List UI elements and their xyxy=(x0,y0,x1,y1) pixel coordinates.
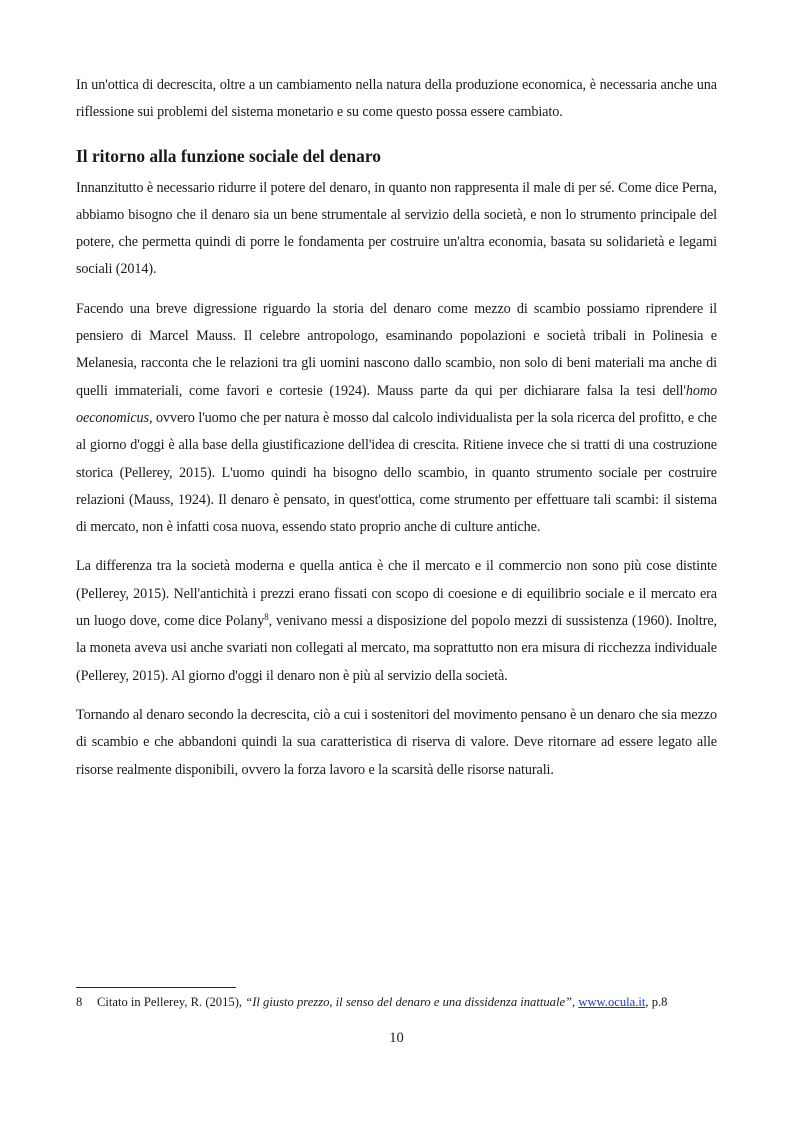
intro-paragraph: In un'ottica di decrescita, oltre a un cambiamento nella natura della produzione economica, è necessaria anche una riflessione sui problemi del sistema monetario e su come questo possa essere cambiato. xyxy=(76,77,717,121)
footnote-number: 8 xyxy=(76,995,83,1009)
footnote xyxy=(76,994,667,1010)
footnote-separator-text: , xyxy=(572,995,579,1009)
footnote-reference[interactable]: 8 xyxy=(264,612,269,623)
footnote-title: “Il giusto prezzo, il senso del denaro e una dissidenza inattuale” xyxy=(245,995,573,1009)
paragraph-degrowth-money: Tornando al denaro secondo la decrescita, ciò a cui i sostenitori del movimento pensano è un denaro che sia mezzo di scambio e che abbandoni quindi la sua caratteristica di riserva di valore. Deve ritornare ad essere legato alle risorse realmente disponibili, ovvero la forza lavoro e la scarsità delle risorse naturali. xyxy=(76,706,717,778)
paragraph-perna: Innanzitutto è necessario ridurre il potere del denaro, in quanto non rappresenta il male di per sé. Come dice Perna, abbiamo bisogno che il denaro sia un bene strumentale al servizio della società, e non lo strumento principale del potere, che permetta quindi di porre le fondamenta per costruire un'altra economia, basata su solidarietà e legami sociali (2014). xyxy=(76,179,717,278)
footnote-page: , p.8 xyxy=(645,995,668,1009)
paragraph-market xyxy=(76,553,717,689)
section-heading: Il ritorno alla funzione sociale del denaro xyxy=(76,145,381,166)
footnote-link[interactable]: www.ocula.it xyxy=(578,995,646,1009)
homo-oeconomicus-term: homo oeconomicus, xyxy=(76,382,717,426)
paragraph-market-text-2: , venivano messi a disposizione del popolo mezzi di sussistenza (1960). Inoltre, la moneta aveva usi anche svariati non collegati al mercato, ma soprattutto non era misura di ricchezza individuale (Pellerey, 2015). Al giorno d'oggi il denaro non è più al servizio della società. xyxy=(76,613,718,684)
paragraph-mauss xyxy=(76,296,717,542)
page-body xyxy=(76,72,717,796)
paragraph-mauss-text-1: Facendo una breve digressione riguardo la storia del denaro come mezzo di scambio possiamo riprendere il pensiero di Marcel Mauss. Il celebre antropologo, esaminando popolazioni e società tribali in Polinesia e Melanesia, racconta che le relazioni tra gli uomini nascono dallo scambio, non solo di beni materiali ma anche di quelli immateriali, come favori e cortesie (1924). Mauss parte da qui per dichiarare falsa la tesi dell' xyxy=(76,300,717,399)
paragraph-market-text-1: La differenza tra la società moderna e quella antica è che il mercato e il commercio non sono più cose distinte (Pellerey, 2015). Nell'antichità i prezzi erano fissati con scopo di coesione e di equilibrio sociale e il mercato era un luogo dove, come dice Polany xyxy=(76,558,717,630)
page-number: 10 xyxy=(389,1030,404,1046)
footnote-text: Citato in Pellerey, R. (2015), xyxy=(97,995,246,1009)
paragraph-mauss-text-2: ovvero l'uomo che per natura è mosso dal calcolo individualista per la sola ricerca del profitto, e che al giorno d'oggi è alla base della giustificazione dell'idea di crescita. Ritiene invece che si tratti di una costruzione storica (Pellerey, 2015). L'uomo quindi ha bisogno dello scambio, in quanto strumento sociale per costruire relazioni (Mauss, 1924). Il denaro è pensato, in quest'ottica, come strumento per effettuare tali scambi: il sistema di mercato, non è infatti cosa nuova, essendo stato proprio anche di culture antiche. xyxy=(76,409,717,536)
footnote-separator xyxy=(76,987,236,988)
